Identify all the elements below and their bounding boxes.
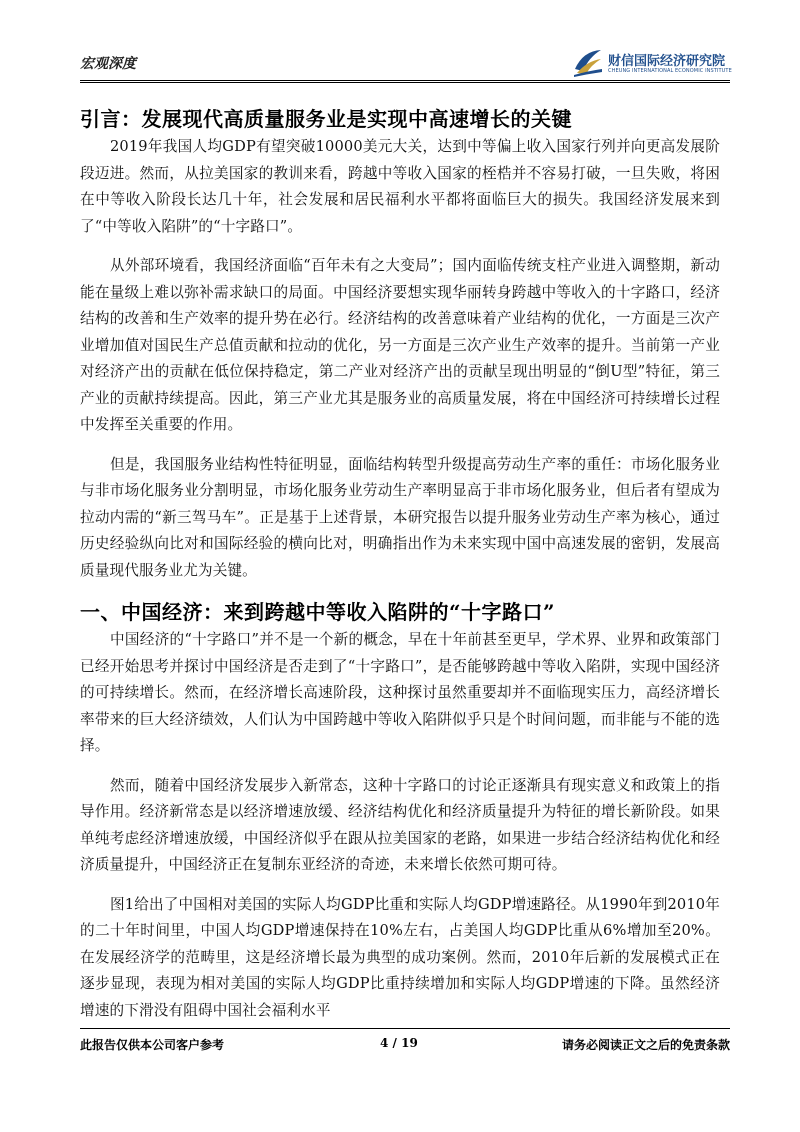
document-body [80,104,720,1037]
paragraph: 图1给出了中国相对美国的实际人均GDP比重和实际人均GDP增速路径。从1990年到2010年的二十年时间里，中国人均GDP增速保持在10%左右，占美国人均GDP比重从6%增加至20%。在发展经济学的范畴里，这是经济增长最为典型的成功案例。然而，2010年后新的发展模式正在逐步显现，表现为相对美国的实际人均GDP比重持续增加和实际人均GDP增速的下降。虽然经济增速的下滑没有阻碍中国社会福利水平 [80,895,720,1019]
paragraph: 从外部环境看，我国经济面临“百年未有之大变局”；国内面临传统支柱产业进入调整期，新动能在量级上难以弥补需求缺口的局面。中国经济要想实现华丽转身跨越中等收入的十字路口，经济结构的改善和生产效率的提升势在必行。经济结构的改善意味着产业结构的优化，一方面是三次产业增加值对国民生产总值贡献和拉动的优化，另一方面是三次产业生产效率的提升。当前第一产业对经济产出的贡献在低位保持稳定，第二产业对经济产出的贡献呈现出明显的“倒U型”特征，第三产业的贡献持续提高。因此，第三产业尤其是服务业的高质量发展，将在中国经济可持续增长过程中发挥至关重要的作用。 [80,257,720,433]
paragraph: 中国经济的“十字路口”并不是一个新的概念，早在十年前甚至更早，学术界、业界和政策部门已经开始思考并探讨中国经济是否走到了“十字路口”，是否能够跨越中等收入陷阱，实现中国经济的可持续增长。然而，在经济增长高速阶段，这种探讨虽然重要却并不面临现实压力，高经济增长率带来的巨大经济绩效，人们认为中国跨越中等收入陷阱似乎只是个时间问题，而非能与不能的选择。 [80,631,720,754]
footer-rule [80,1028,730,1029]
logo-name-cn: 财信国际经济研究院 [608,54,726,69]
footer-disclaimer-link: 请务必阅读正文之后的免责条款 [561,1038,730,1052]
logo-name-en: CHEUNG INTERNATIONAL ECONOMIC INSTITUTE [608,68,732,74]
page-number: 4 / 19 [380,1036,418,1050]
section-title-intro: 引言：发展现代高质量服务业是实现中高速增长的关键 [80,107,572,131]
institute-logo-icon [573,47,603,77]
footer-disclaimer-note: 此报告仅供本公司客户参考 [80,1038,225,1052]
header-rule-secondary [80,82,730,83]
header-rule [80,80,730,81]
section-title-chapter-1: 一、中国经济：来到跨越中等收入陷阱的“十字路口” [80,600,556,624]
institute-logo [573,47,733,81]
paragraph: 2019年我国人均GDP有望突破10000美元大关，达到中等偏上收入国家行列并向更高发展阶段迈进。然而，从拉美国家的教训来看，跨越中等收入国家的桎梏并不容易打破，一旦失败，将困在中等收入阶段长达几十年，社会发展和居民福利水平都将面临巨大的损失。我国经济发展来到了“中等收入陷阱”的“十字路口”。 [80,138,720,235]
paragraph: 但是，我国服务业结构性特征明显，面临结构转型升级提高劳动生产率的重任：市场化服务业与非市场化服务业分割明显，市场化服务业劳动生产率明显高于非市场化服务业，但后者有望成为拉动内需的“新三驾马车”。正是基于上述背景，本研究报告以提升服务业劳动生产率为核心，通过历史经验纵向比对和国际经验的横向比对，明确指出作为未来实现中国中高速发展的密钥，发展高质量现代服务业尤为关键。 [80,455,720,579]
header-section-label: 宏观深度 [80,56,136,72]
paragraph: 然而，随着中国经济发展步入新常态，这种十字路口的讨论正逐渐具有现实意义和政策上的指导作用。经济新常态是以经济增速放缓、经济结构优化和经济质量提升为特征的增长新阶段。如果单纯考虑经济增速放缓，中国经济似乎在跟从拉美国家的老路，如果进一步结合经济结构优化和经济质量提升，中国经济正在复制东亚经济的奇迹，未来增长依然可期可待。 [80,776,720,873]
